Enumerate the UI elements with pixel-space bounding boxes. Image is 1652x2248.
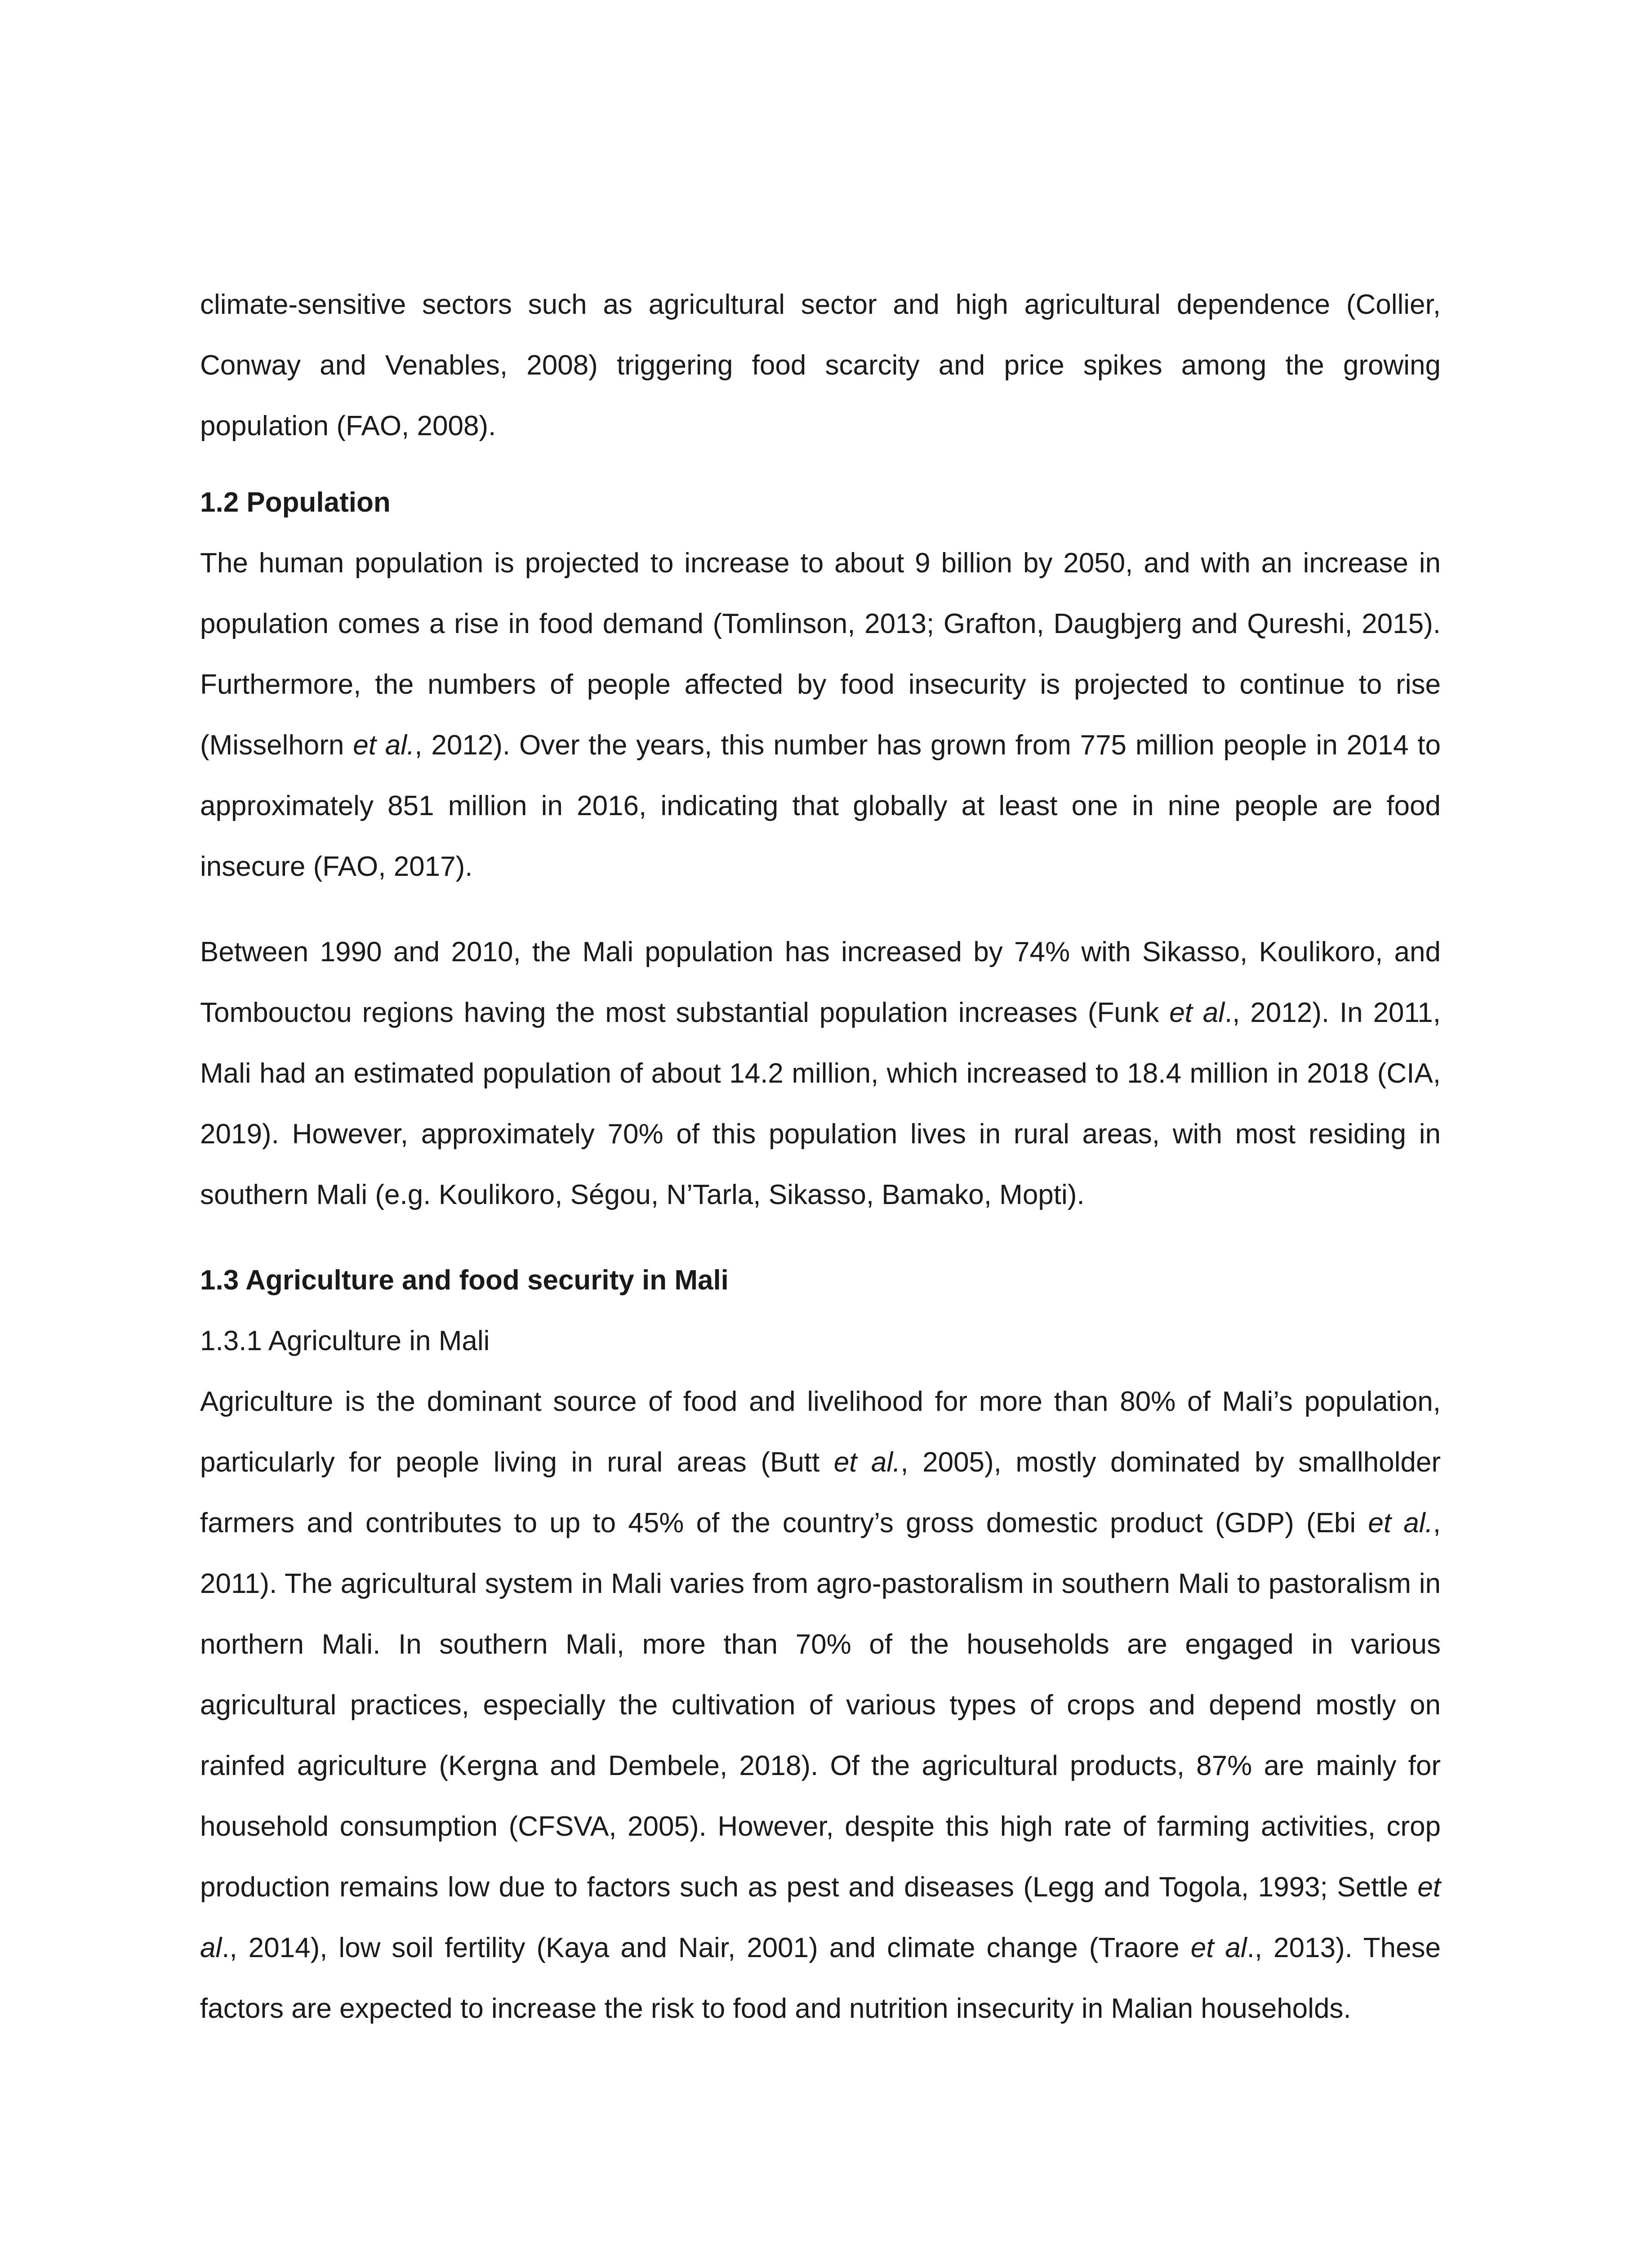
population-paragraph-1 [200,533,1441,897]
text-run: ., 2014), low soil fertility (Kaya and Nair, 2001) and climate change (Traore [222,1932,1191,1963]
text-run: Agriculture is the dominant source of food and livelihood for more than 80% of Mali’s population, particularly for people living in rural areas (Butt [200,1386,1441,1478]
agriculture-paragraph [200,1371,1441,2039]
italic-citation: et al. [353,730,415,761]
text-run: ., 2013). These factors are expected to increase the risk to food and nutrition insecurity in Malian households. [200,1932,1441,2024]
text-run: , 2005), mostly dominated by smallholder farmers and contributes to up to 45% of the country’s gross domestic product (GDP) (Ebi [200,1447,1441,1539]
text-run: , 2012). Over the years, this number has grown from 775 million people in 2014 to approximately 851 million in 2016, indicating that globally at least one in nine people are food insecure (FAO, 2017). [200,730,1441,882]
italic-citation: et al [1169,997,1225,1028]
text-run: Between 1990 and 2010, the Mali population has increased by 74% with Sikasso, Koulikoro, and Tombouctou regions having the most substantial population increases (Funk [200,937,1441,1028]
italic-citation: et al. [1368,1508,1433,1539]
intro-paragraph: climate-sensitive sectors such as agricultural sector and high agricultural dependence (Collier, Conway and Venables, 2008) triggering food scarcity and price spikes among the growing population (FAO, 2008). [200,289,1441,442]
section-heading-population: 1.2 Population [200,487,391,518]
text-run: , 2011). The agricultural system in Mali varies from agro-pastoralism in southern Mali to pastoralism in northern Mali. In southern Mali, more than 70% of the households are engaged in various agricultural practices, especially the cultivation of various types of crops and depend mostly on rainfed agriculture (Kergna and Dembele, 2018). Of the agricultural products, 87% are mainly for household consumption (CFSVA, 2005). However, despite this high rate of farming activities, crop production remains low due to factors such as pest and diseases (Legg and Togola, 1993; Settle [200,1508,1441,1903]
section-heading-agriculture: 1.3 Agriculture and food security in Mali [200,1265,729,1296]
italic-citation: et al. [833,1447,901,1478]
text-run: ., 2012). In 2011, Mali had an estimated population of about 14.2 million, which increased to 18.4 million in 2018 (CIA, 2019). However, approximately 70% of this population lives in rural areas, with most residing in southern Mali (e.g. Koulikoro, Ségou, N’Tarla, Sikasso, Bamako, Mopti). [200,997,1441,1210]
subsection-heading-agriculture-in-mali: 1.3.1 Agriculture in Mali [200,1325,490,1356]
text-run: The human population is projected to increase to about 9 billion by 2050, and with an increase in population comes a rise in food demand (Tomlinson, 2013; Grafton, Daugbjerg and Qureshi, 2015). Furthermore, the numbers of people affected by food insecurity is projected to continue to rise (Misselhorn [200,548,1441,761]
population-paragraph-2 [200,922,1441,1225]
italic-citation: et al [200,1872,1441,1963]
italic-citation: et al [1190,1932,1247,1963]
